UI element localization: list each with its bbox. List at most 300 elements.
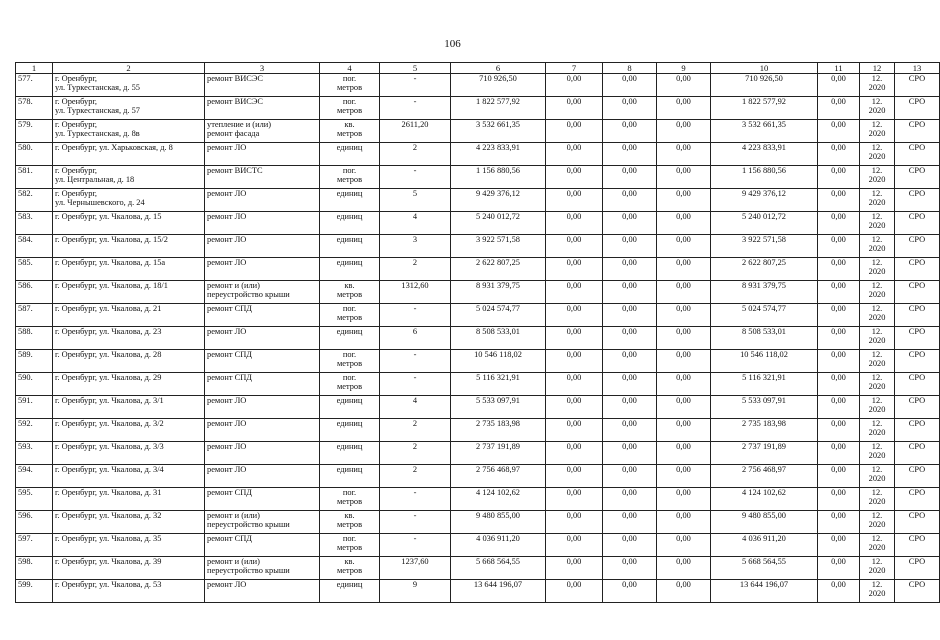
deadline-cell-line: 2020: [868, 221, 886, 231]
address-cell: [53, 327, 205, 350]
col8-cell: 0,00: [603, 120, 657, 143]
table-row: [16, 327, 940, 350]
col7-cell: 0,00: [546, 327, 603, 350]
total-cost-cell: 2 622 807,25: [451, 258, 546, 281]
deadline-cell-line: 12.: [871, 327, 883, 336]
unit-cell-line: единиц: [336, 419, 363, 428]
work-type-cell: [205, 120, 320, 143]
address-cell: [53, 166, 205, 189]
col11-cell: 0,00: [818, 304, 860, 327]
address-cell-line: г. Оренбург, ул. Чкалова, д. 53: [55, 580, 162, 589]
table-row: [16, 442, 940, 465]
total-cost-cell: 2 735 183,98: [451, 419, 546, 442]
unit-cell: [320, 511, 380, 534]
row-number-cell: 587.: [16, 304, 53, 327]
unit-cell-line: пог.: [342, 97, 357, 106]
table-row: [16, 258, 940, 281]
col10-cost-cell: 8 931 379,75: [711, 281, 818, 304]
address-cell: [53, 419, 205, 442]
unit-cell-line: пог.: [342, 488, 357, 497]
col7-cell: 0,00: [546, 580, 603, 603]
total-cost-cell: 8 508 533,01: [451, 327, 546, 350]
source-cell: СРО: [895, 74, 940, 97]
source-cell: СРО: [895, 189, 940, 212]
work-type-cell: [205, 511, 320, 534]
col10-cost-cell: 2 737 191,89: [711, 442, 818, 465]
source-cell: СРО: [895, 557, 940, 580]
column-header: 10: [711, 63, 818, 74]
source-cell: СРО: [895, 258, 940, 281]
col10-cost-cell: 710 926,50: [711, 74, 818, 97]
col11-cell: 0,00: [818, 143, 860, 166]
deadline-cell-line: 2020: [868, 451, 886, 461]
work-type-cell-line: ремонт ЛО: [207, 189, 247, 198]
unit-cell-line: пог.: [342, 373, 357, 382]
col8-cell: 0,00: [603, 580, 657, 603]
source-cell: СРО: [895, 166, 940, 189]
total-cost-cell: 9 429 376,12: [451, 189, 546, 212]
unit-cell: [320, 189, 380, 212]
volume-cell: -: [380, 166, 451, 189]
col9-cell: 0,00: [657, 534, 711, 557]
total-cost-cell: 13 644 196,07: [451, 580, 546, 603]
deadline-cell: [860, 488, 895, 511]
address-cell-line: г. Оренбург,: [55, 166, 98, 175]
address-cell-line: ул. Чернышевского, д. 24: [55, 198, 145, 208]
volume-cell: 2: [380, 465, 451, 488]
col11-cell: 0,00: [818, 97, 860, 120]
work-type-cell: [205, 258, 320, 281]
work-type-cell-line: ремонт ЛО: [207, 465, 247, 474]
table-row: [16, 350, 940, 373]
address-cell-line: г. Оренбург, ул. Чкалова, д. 21: [55, 304, 162, 313]
row-number-cell: 590.: [16, 373, 53, 396]
deadline-cell: [860, 143, 895, 166]
work-type-cell-line: утепление и (или): [207, 120, 272, 129]
unit-cell: [320, 373, 380, 396]
deadline-cell-line: 2020: [868, 267, 886, 277]
col7-cell: 0,00: [546, 511, 603, 534]
unit-cell: [320, 534, 380, 557]
table-row: [16, 212, 940, 235]
col9-cell: 0,00: [657, 120, 711, 143]
col7-cell: 0,00: [546, 442, 603, 465]
col8-cell: 0,00: [603, 396, 657, 419]
unit-cell: [320, 212, 380, 235]
work-type-cell-line: переустройство крыши: [207, 566, 290, 576]
unit-cell-line: единиц: [336, 212, 363, 221]
source-cell: СРО: [895, 327, 940, 350]
deadline-cell-line: 12.: [871, 419, 883, 428]
col7-cell: 0,00: [546, 212, 603, 235]
volume-cell: -: [380, 350, 451, 373]
row-number-cell: 594.: [16, 465, 53, 488]
deadline-cell-line: 2020: [868, 474, 886, 484]
col10-cost-cell: 2 735 183,98: [711, 419, 818, 442]
source-cell: СРО: [895, 419, 940, 442]
unit-cell-line: метров: [336, 543, 363, 553]
works-table: [15, 62, 940, 603]
deadline-cell-line: 12.: [871, 97, 883, 106]
deadline-cell-line: 12.: [871, 534, 883, 543]
row-number-cell: 593.: [16, 442, 53, 465]
unit-cell-line: кв.: [344, 511, 355, 520]
address-cell-line: г. Оренбург,: [55, 74, 98, 83]
address-cell-line: г. Оренбург, ул. Чкалова, д. 29: [55, 373, 162, 382]
unit-cell-line: единиц: [336, 235, 363, 244]
deadline-cell-line: 12.: [871, 166, 883, 175]
col7-cell: 0,00: [546, 373, 603, 396]
col11-cell: 0,00: [818, 580, 860, 603]
total-cost-cell: 3 532 661,35: [451, 120, 546, 143]
deadline-cell-line: 2020: [868, 152, 886, 162]
source-cell: СРО: [895, 488, 940, 511]
work-type-cell-line: ремонт СПД: [207, 534, 252, 543]
col10-cost-cell: 3 922 571,58: [711, 235, 818, 258]
volume-cell: -: [380, 511, 451, 534]
deadline-cell-line: 2020: [868, 428, 886, 438]
col10-cost-cell: 13 644 196,07: [711, 580, 818, 603]
deadline-cell-line: 12.: [871, 580, 883, 589]
row-number-cell: 584.: [16, 235, 53, 258]
unit-cell-line: единиц: [336, 396, 363, 405]
column-header: 2: [53, 63, 205, 74]
col7-cell: 0,00: [546, 304, 603, 327]
col10-cost-cell: 5 533 097,91: [711, 396, 818, 419]
col10-cost-cell: 4 223 833,91: [711, 143, 818, 166]
work-type-cell-line: ремонт фасада: [207, 129, 260, 139]
table-row: [16, 189, 940, 212]
address-cell-line: г. Оренбург,: [55, 97, 98, 106]
deadline-cell: [860, 212, 895, 235]
work-type-cell-line: ремонт ВИСЭС: [207, 74, 263, 83]
deadline-cell-line: 2020: [868, 382, 886, 392]
unit-cell-line: единиц: [336, 143, 363, 152]
unit-cell-line: единиц: [336, 327, 363, 336]
work-type-cell: [205, 166, 320, 189]
col7-cell: 0,00: [546, 488, 603, 511]
deadline-cell-line: 12.: [871, 281, 883, 290]
address-cell-line: г. Оренбург, ул. Чкалова, д. 3/4: [55, 465, 164, 474]
deadline-cell-line: 2020: [868, 405, 886, 415]
col9-cell: 0,00: [657, 143, 711, 166]
table-row: [16, 304, 940, 327]
column-header: 4: [320, 63, 380, 74]
page-number: 106: [444, 38, 461, 50]
volume-cell: -: [380, 373, 451, 396]
total-cost-cell: 2 756 468,97: [451, 465, 546, 488]
table-row: [16, 281, 940, 304]
address-cell: [53, 281, 205, 304]
deadline-cell: [860, 120, 895, 143]
deadline-cell-line: 2020: [868, 290, 886, 300]
address-cell: [53, 212, 205, 235]
col9-cell: 0,00: [657, 419, 711, 442]
total-cost-cell: 4 036 911,20: [451, 534, 546, 557]
table-row: [16, 120, 940, 143]
deadline-cell-line: 12.: [871, 143, 883, 152]
address-cell-line: г. Оренбург, ул. Чкалова, д. 15: [55, 212, 162, 221]
work-type-cell: [205, 281, 320, 304]
unit-cell-line: метров: [336, 497, 363, 507]
total-cost-cell: 8 931 379,75: [451, 281, 546, 304]
total-cost-cell: 9 480 855,00: [451, 511, 546, 534]
row-number-cell: 586.: [16, 281, 53, 304]
col10-cost-cell: 9 480 855,00: [711, 511, 818, 534]
table-row: [16, 534, 940, 557]
volume-cell: 4: [380, 212, 451, 235]
volume-cell: 1312,60: [380, 281, 451, 304]
col9-cell: 0,00: [657, 189, 711, 212]
deadline-cell: [860, 465, 895, 488]
row-number-cell: 599.: [16, 580, 53, 603]
col8-cell: 0,00: [603, 350, 657, 373]
work-type-cell-line: переустройство крыши: [207, 520, 290, 530]
volume-cell: -: [380, 304, 451, 327]
work-type-cell: [205, 327, 320, 350]
col9-cell: 0,00: [657, 465, 711, 488]
table-row: [16, 465, 940, 488]
unit-cell: [320, 143, 380, 166]
col7-cell: 0,00: [546, 396, 603, 419]
unit-cell-line: единиц: [336, 442, 363, 451]
deadline-cell: [860, 235, 895, 258]
deadline-cell-line: 12.: [871, 373, 883, 382]
table-row: [16, 74, 940, 97]
deadline-cell: [860, 580, 895, 603]
deadline-cell-line: 2020: [868, 198, 886, 208]
work-type-cell-line: ремонт ВИСЭС: [207, 97, 263, 106]
source-cell: СРО: [895, 120, 940, 143]
col8-cell: 0,00: [603, 304, 657, 327]
col9-cell: 0,00: [657, 304, 711, 327]
volume-cell: 3: [380, 235, 451, 258]
deadline-cell: [860, 327, 895, 350]
address-cell: [53, 534, 205, 557]
col9-cell: 0,00: [657, 488, 711, 511]
col11-cell: 0,00: [818, 373, 860, 396]
deadline-cell-line: 2020: [868, 520, 886, 530]
unit-cell-line: единиц: [336, 258, 363, 267]
work-type-cell-line: ремонт СПД: [207, 350, 252, 359]
deadline-cell: [860, 74, 895, 97]
total-cost-cell: 5 240 012,72: [451, 212, 546, 235]
total-cost-cell: 1 156 880,56: [451, 166, 546, 189]
col11-cell: 0,00: [818, 419, 860, 442]
volume-cell: 2: [380, 258, 451, 281]
address-cell-line: г. Оренбург, ул. Чкалова, д. 18/1: [55, 281, 168, 290]
col7-cell: 0,00: [546, 534, 603, 557]
col7-cell: 0,00: [546, 419, 603, 442]
address-cell: [53, 120, 205, 143]
deadline-cell-line: 2020: [868, 543, 886, 553]
col11-cell: 0,00: [818, 442, 860, 465]
unit-cell: [320, 419, 380, 442]
col7-cell: 0,00: [546, 74, 603, 97]
work-type-cell-line: ремонт ЛО: [207, 212, 247, 221]
col8-cell: 0,00: [603, 166, 657, 189]
source-cell: СРО: [895, 350, 940, 373]
table-row: [16, 419, 940, 442]
row-number-cell: 588.: [16, 327, 53, 350]
deadline-cell-line: 2020: [868, 244, 886, 254]
column-header: 5: [380, 63, 451, 74]
work-type-cell-line: ремонт и (или): [207, 281, 260, 290]
col10-cost-cell: 5 668 564,55: [711, 557, 818, 580]
table-row: [16, 373, 940, 396]
volume-cell: 1237,60: [380, 557, 451, 580]
work-type-cell-line: ремонт ЛО: [207, 419, 247, 428]
deadline-cell-line: 12.: [871, 465, 883, 474]
deadline-cell: [860, 442, 895, 465]
work-type-cell-line: ремонт ЛО: [207, 327, 247, 336]
col9-cell: 0,00: [657, 327, 711, 350]
unit-cell-line: кв.: [344, 557, 355, 566]
total-cost-cell: 5 533 097,91: [451, 396, 546, 419]
col7-cell: 0,00: [546, 557, 603, 580]
work-type-cell-line: ремонт ЛО: [207, 442, 247, 451]
address-cell: [53, 557, 205, 580]
col11-cell: 0,00: [818, 488, 860, 511]
unit-cell-line: пог.: [342, 304, 357, 313]
unit-cell: [320, 396, 380, 419]
unit-cell-line: кв.: [344, 281, 355, 290]
deadline-cell-line: 12.: [871, 120, 883, 129]
address-cell: [53, 350, 205, 373]
work-type-cell-line: ремонт СПД: [207, 373, 252, 382]
total-cost-cell: 5 668 564,55: [451, 557, 546, 580]
address-cell: [53, 304, 205, 327]
work-type-cell-line: ремонт СПД: [207, 488, 252, 497]
row-number-cell: 581.: [16, 166, 53, 189]
unit-cell-line: пог.: [342, 74, 357, 83]
deadline-cell-line: 2020: [868, 175, 886, 185]
address-cell: [53, 258, 205, 281]
table-row: [16, 488, 940, 511]
work-type-cell-line: ремонт СПД: [207, 304, 252, 313]
address-cell-line: г. Оренбург, ул. Чкалова, д. 23: [55, 327, 162, 336]
unit-cell-line: метров: [336, 106, 363, 116]
address-cell-line: г. Оренбург, ул. Чкалова, д. 31: [55, 488, 162, 497]
unit-cell-line: метров: [336, 520, 363, 530]
column-header: 7: [546, 63, 603, 74]
col11-cell: 0,00: [818, 166, 860, 189]
deadline-cell-line: 2020: [868, 313, 886, 323]
work-type-cell-line: ремонт ЛО: [207, 258, 247, 267]
column-header: 6: [451, 63, 546, 74]
address-cell: [53, 143, 205, 166]
col10-cost-cell: 10 546 118,02: [711, 350, 818, 373]
unit-cell-line: единиц: [336, 189, 363, 198]
deadline-cell: [860, 557, 895, 580]
deadline-cell: [860, 350, 895, 373]
col8-cell: 0,00: [603, 74, 657, 97]
col8-cell: 0,00: [603, 189, 657, 212]
row-number-cell: 582.: [16, 189, 53, 212]
work-type-cell: [205, 557, 320, 580]
work-type-cell-line: ремонт ЛО: [207, 580, 247, 589]
column-header: 3: [205, 63, 320, 74]
col7-cell: 0,00: [546, 258, 603, 281]
address-cell-line: г. Оренбург,: [55, 120, 98, 129]
work-type-cell: [205, 419, 320, 442]
source-cell: СРО: [895, 212, 940, 235]
deadline-cell: [860, 534, 895, 557]
col10-cost-cell: 2 622 807,25: [711, 258, 818, 281]
source-cell: СРО: [895, 281, 940, 304]
unit-cell: [320, 442, 380, 465]
address-cell: [53, 74, 205, 97]
row-number-cell: 592.: [16, 419, 53, 442]
work-type-cell: [205, 396, 320, 419]
source-cell: СРО: [895, 235, 940, 258]
col8-cell: 0,00: [603, 442, 657, 465]
deadline-cell-line: 12.: [871, 442, 883, 451]
column-header: 9: [657, 63, 711, 74]
work-type-cell-line: ремонт и (или): [207, 557, 260, 566]
unit-cell-line: метров: [336, 175, 363, 185]
col8-cell: 0,00: [603, 143, 657, 166]
table-row: [16, 166, 940, 189]
address-cell: [53, 580, 205, 603]
unit-cell: [320, 120, 380, 143]
deadline-cell: [860, 189, 895, 212]
volume-cell: 4: [380, 396, 451, 419]
work-type-cell: [205, 74, 320, 97]
col8-cell: 0,00: [603, 258, 657, 281]
row-number-cell: 579.: [16, 120, 53, 143]
deadline-cell-line: 12.: [871, 212, 883, 221]
unit-cell: [320, 166, 380, 189]
total-cost-cell: 5 116 321,91: [451, 373, 546, 396]
address-cell-line: ул. Туркестанская, д. 55: [55, 83, 140, 93]
row-number-cell: 577.: [16, 74, 53, 97]
col8-cell: 0,00: [603, 281, 657, 304]
address-cell-line: г. Оренбург, ул. Чкалова, д. 32: [55, 511, 162, 520]
unit-cell-line: метров: [336, 382, 363, 392]
table-row: [16, 97, 940, 120]
unit-cell-line: пог.: [342, 350, 357, 359]
source-cell: СРО: [895, 97, 940, 120]
unit-cell: [320, 74, 380, 97]
address-cell-line: г. Оренбург,: [55, 189, 98, 198]
work-type-cell-line: ремонт ЛО: [207, 143, 247, 152]
work-type-cell-line: ремонт ВИСТС: [207, 166, 263, 175]
unit-cell: [320, 258, 380, 281]
deadline-cell-line: 2020: [868, 359, 886, 369]
address-cell-line: ул. Туркестанская, д. 57: [55, 106, 140, 116]
source-cell: СРО: [895, 442, 940, 465]
unit-cell-line: метров: [336, 313, 363, 323]
col8-cell: 0,00: [603, 488, 657, 511]
col10-cost-cell: 9 429 376,12: [711, 189, 818, 212]
unit-cell: [320, 465, 380, 488]
volume-cell: -: [380, 74, 451, 97]
unit-cell-line: метров: [336, 359, 363, 369]
col9-cell: 0,00: [657, 511, 711, 534]
address-cell-line: г. Оренбург, ул. Чкалова, д. 15/2: [55, 235, 168, 244]
deadline-cell: [860, 258, 895, 281]
deadline-cell-line: 2020: [868, 336, 886, 346]
col8-cell: 0,00: [603, 327, 657, 350]
work-type-cell: [205, 465, 320, 488]
volume-cell: -: [380, 488, 451, 511]
deadline-cell-line: 2020: [868, 497, 886, 507]
deadline-cell: [860, 97, 895, 120]
address-cell-line: г. Оренбург, ул. Харьковская, д. 8: [55, 143, 173, 152]
deadline-cell: [860, 396, 895, 419]
deadline-cell: [860, 419, 895, 442]
